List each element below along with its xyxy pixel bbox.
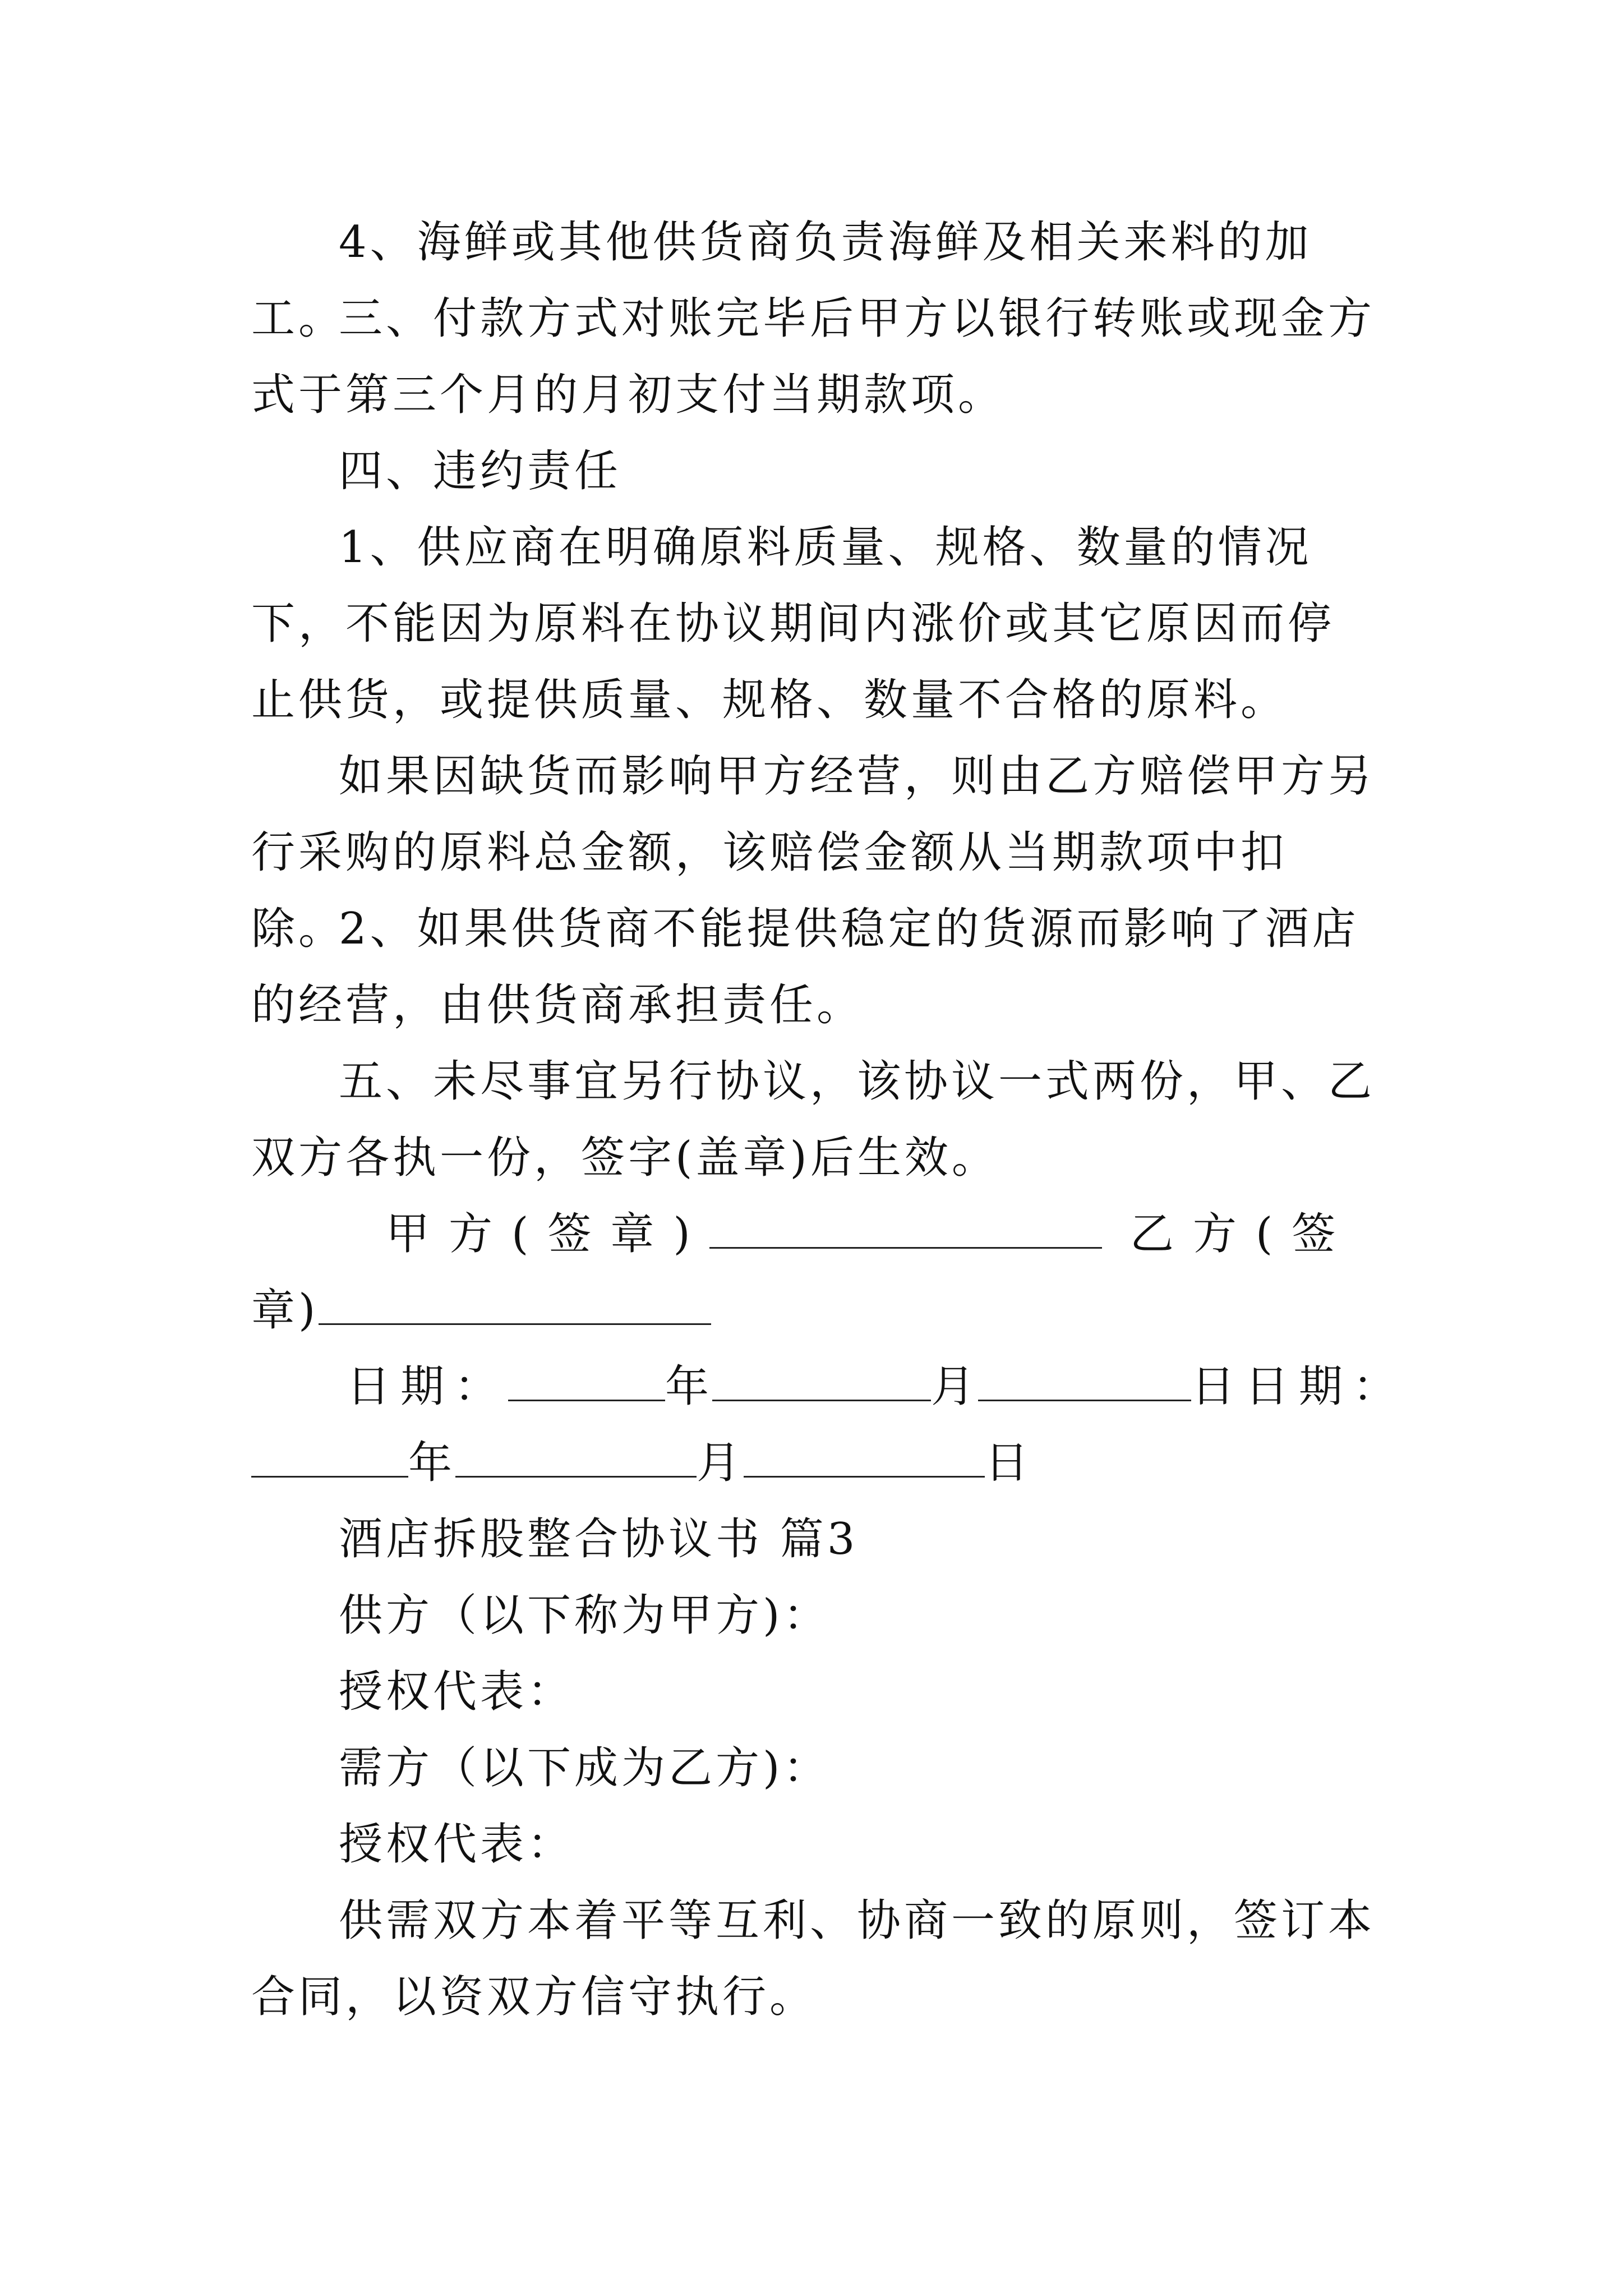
signature-line (251, 1196, 1378, 1272)
signature-line-continued (251, 1272, 1378, 1349)
year-label-a: 年 (665, 1361, 713, 1412)
date-label-a: 日期： (347, 1361, 509, 1412)
paragraph-compensation: 如果因缺货而影响甲方经营，则由乙方赔偿甲方另行采购的原料总金额，该赔偿金额从当期款项中扣除。 (251, 751, 1376, 954)
month-label-a: 月 (931, 1361, 979, 1412)
month-blank-b (455, 1476, 697, 1478)
party-b-signature-label: 乙方(签 (1129, 1209, 1355, 1259)
date-line-continued (251, 1425, 1378, 1501)
month-blank-a (712, 1400, 931, 1401)
paragraph-liability-1: 1、供应商在明确原料质量、规格、数量的情况下，不能因为原料在协议期间内涨价或其它原因而停止供货，或提供质量、规格、数量不合格的原料。 (251, 522, 1335, 725)
party-a-signature-label: 甲方(签章) (386, 1209, 709, 1259)
signature-block (251, 1196, 1378, 1349)
supplier-line: 供方（以下称为甲方)： (339, 1590, 831, 1641)
date-block (251, 1349, 1407, 1501)
day-blank-a (978, 1400, 1191, 1401)
party-b-signature-blank (319, 1323, 711, 1325)
year-label-b: 年 (408, 1438, 456, 1488)
section-title-3: 酒店拆股整合协议书 篇3 (339, 1514, 859, 1565)
supplier-representative-line: 授权代表： (339, 1667, 575, 1717)
buyer-representative-line: 授权代表： (339, 1819, 575, 1870)
contract-principle-paragraph: 供需双方本着平等互利、协商一致的原则，签订本合同，以资双方信守执行。 (251, 1895, 1376, 2022)
buyer-line: 需方（以下成为乙方)： (339, 1743, 831, 1793)
paragraph-item-4: 4、海鲜或其他供货商负责海鲜及相关来料的加工。 (251, 217, 1312, 344)
date-label-b: 日日期： (1191, 1361, 1407, 1412)
paragraph-payment-method: 三、付款方式对账完毕后甲方以银行转账或现金方式于第三个月的月初支付当期款项。 (251, 293, 1376, 420)
year-blank-b (251, 1476, 408, 1478)
day-label-b: 日 (985, 1438, 1032, 1488)
day-blank-b (744, 1476, 985, 1478)
heading-liability: 四、违约责任 (339, 446, 622, 496)
party-a-signature-blank (709, 1247, 1102, 1249)
month-label-b: 月 (697, 1438, 744, 1488)
party-b-signature-label-end: 章) (251, 1285, 319, 1336)
paragraph-liability-2: 2、如果供货商不能提供稳定的货源而影响了酒店的经营，由供货商承担责任。 (251, 904, 1359, 1030)
year-blank-a (508, 1400, 665, 1401)
paragraph-other-matters: 五、未尽事宜另行协议，该协议一式两份，甲、乙双方各执一份，签字(盖章)后生效。 (251, 1056, 1376, 1183)
date-line (251, 1349, 1407, 1425)
